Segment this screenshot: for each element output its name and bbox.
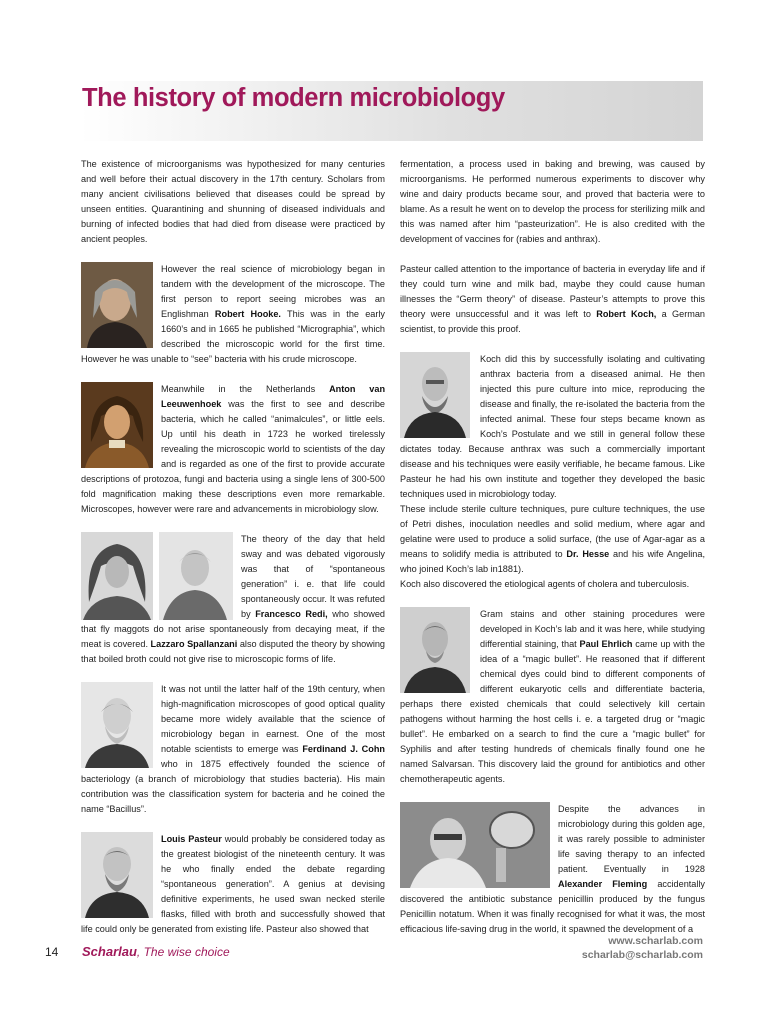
portrait-ferdinand-cohn bbox=[81, 682, 153, 768]
name-lazzaro-spallanzani: Lazzaro Spallanzani bbox=[150, 639, 238, 649]
paragraph-hooke: However the real science of microbiology began in tandem with the development of the microscope. The first person to report seeing microbes was an Englishman Robert Hooke. This was in the early 1660’s and in 1665 he published “Micrographia”, which described the microscopic world for the first time. However he was unable to “see” bacteria with his crude microscope. bbox=[81, 264, 385, 364]
brand-slogan: , The wise choice bbox=[136, 945, 230, 959]
name-robert-hooke: Robert Hooke. bbox=[214, 309, 281, 319]
paragraph-cohn: It was not until the latter half of the 19th century, when high-magnification microscopes of good optical quality became more widely available that the science of microbiology began in earnest. One of the most notable scientists to emerge was Ferdinand J. Cohn who in 1875 effectively founded the science of bacteriology (a branch of microbiology that studies bacteria). His main contribution was the classification system for bacteria and he coined the name “Bacillus”. bbox=[81, 684, 385, 814]
portrait-paul-ehrlich bbox=[400, 607, 470, 693]
name-ferdinand-cohn: Ferdinand J. Cohn bbox=[302, 744, 385, 754]
paragraph-ehrlich: Gram stains and other staining procedures were developed in Koch’s lab and it was here, while studying differential staining, that Paul Ehrlich came up with the idea of a “magic bullet”. He reasoned that if different chemical dyes could bind to different components of different eukaryotic cells and differentiate bacteria, perhaps there existed chemicals that could selectively kill certain pathogens without harming the host cells i. e. a targeted drug or “magic bullet”. He embarked on a search to find the cure a “magic bullet” for Syphilis and after testing hundreds of chemicals finally found one he named Salvarsan. This discovery laid the ground for antibiotics and other chemotherapeutic agents. bbox=[400, 609, 705, 784]
paragraph-spontaneous-generation: The theory of the day that held sway and was debated vigorously was that of “spontaneous generation” i. e. that life could spontaneously occur. It was refuted by Francesco Redi, who showed that fly maggots do not arise spontaneously from decaying meat, if the meat is covered. Lazzaro Spallanzani also disputed the theory by showing that boiled broth could not give rise to microscopic forms of life. bbox=[81, 534, 385, 664]
name-leeuwenhoek: Anton van Leeuwenhoek bbox=[161, 384, 386, 409]
name-paul-ehrlich: Paul Ehrlich bbox=[579, 639, 633, 649]
name-louis-pasteur: Louis Pasteur bbox=[161, 834, 222, 844]
photo-alexander-fleming bbox=[400, 802, 550, 888]
paragraph-fermentation: fermentation, a process used in baking and brewing, was caused by microorganisms. He performed numerous experiments to discover why wine and dairy products became sour, and proved that bacteria were to blame. As a result he went on to develop the process for sterilizing milk and this was named after him “pasteurization”. He is also credited with the development of vaccines for (rabies and anthrax). bbox=[400, 159, 705, 244]
contact-info bbox=[582, 934, 703, 962]
paragraph-cholera-tuberculosis: Koch also discovered the etiological agents of cholera and tuberculosis. bbox=[400, 579, 690, 589]
name-alexander-fleming: Alexander Fleming bbox=[558, 879, 648, 889]
left-column bbox=[81, 157, 385, 937]
paragraph-culture-techniques: These include sterile culture techniques, pure culture techniques, the use of Petri dishes, inoculation needles and solid medium, where agar and gelatine were used to produce a solid surface, (the use of Agar-agar as a means to solidify media is attributed to Dr. Hesse and his wife Angelina, who joined Koch’s lab in1881). bbox=[400, 504, 705, 574]
page-number: 14 bbox=[45, 945, 59, 959]
portrait-robert-koch bbox=[400, 352, 470, 438]
email-link[interactable]: scharlab@scharlab.com bbox=[581, 949, 703, 961]
name-dr-hesse: Dr. Hesse bbox=[566, 549, 610, 559]
website-link[interactable]: www.scharlab.com bbox=[608, 935, 703, 947]
portrait-redi-spallanzani bbox=[81, 532, 233, 620]
paragraph-leeuwenhoek: Meanwhile in the Netherlands Anton van Leeuwenhoek was the first to see and describe bacteria, which he called “animalcules”, or little eels. Up until his death in 1723 he worked tirelessly revealing the microscopic world to scientists of the day and is regarded as one of the first to provide accurate descriptions of protozoa, fungi and bacteria using a single lens of 300-500 fold magnification making these descriptions even more remarkable. Microscopes, however were rare and advancements in microbiology slow. bbox=[81, 384, 386, 514]
paragraph-intro: The existence of microorganisms was hypothesized for many centuries and well before their actual discovery in the 17th century. Scholars from many ancient civilisations believed that diseases could be spread by unseen entities. Quarantining and shunning of diseased individuals and burning of infected bodies that had died from disease were practiced by ancient peoples. bbox=[81, 159, 385, 244]
brand-logo bbox=[82, 944, 230, 959]
name-francesco-redi: Francesco Redi, bbox=[255, 609, 328, 619]
portrait-robert-hooke bbox=[81, 262, 153, 348]
page-title: The history of modern microbiology bbox=[82, 84, 505, 112]
paragraph-koch: Koch did this by successfully isolating and cultivating anthrax bacteria from a diseased animal. He then injected this pure culture into mice, reproducing the disease and finally, the re-isolated the bacteria from the infected animal. These four steps became known as Koch’s Postulate and we still in general follow these dictates today. Because anthrax was such a commercially important disease and his techniques were easily verifiable, he became famous. Like Pasteur he had his own institute and together they developed the basic techniques used in microbiology today. bbox=[400, 354, 705, 499]
paragraph-germ-theory: Pasteur called attention to the importance of bacteria in everyday life and if they could turn wine and milk bad, maybe they could cause human illnesses the “Germ theory” of disease. Pasteur’s attempts to prove this theory were unsuccessful and it was left to Robert Koch, a German scientist, to provide this proof. bbox=[400, 264, 705, 334]
brand-name: Scharlau bbox=[82, 944, 137, 959]
portrait-louis-pasteur bbox=[81, 832, 153, 918]
right-column bbox=[400, 157, 705, 937]
portrait-leeuwenhoek bbox=[81, 382, 153, 468]
name-robert-koch: Robert Koch, bbox=[596, 309, 657, 319]
paragraph-fleming: Despite the advances in microbiology during this golden age, it was rarely possible to administer life saving therapy to an infected patient. Eventually in 1928 Alexander Fleming accidentally discovered the antibiotic substance penicillin produced by the fungus Penicillin notatum. When it was finally recognised for what it was, the most efficacious life-saving drug in the world, it spawned the development of a bbox=[400, 804, 705, 934]
paragraph-pasteur: Louis Pasteur would probably be considered today as the greatest biologist of the nineteenth century. It was he who finally ended the debate regarding “spontaneous generation”. A genius at devising definitive experiments, he used swan necked sterile flasks, filled with broth and successfully showed that life could only be generated from existing life. Pasteur also showed that bbox=[81, 834, 385, 934]
